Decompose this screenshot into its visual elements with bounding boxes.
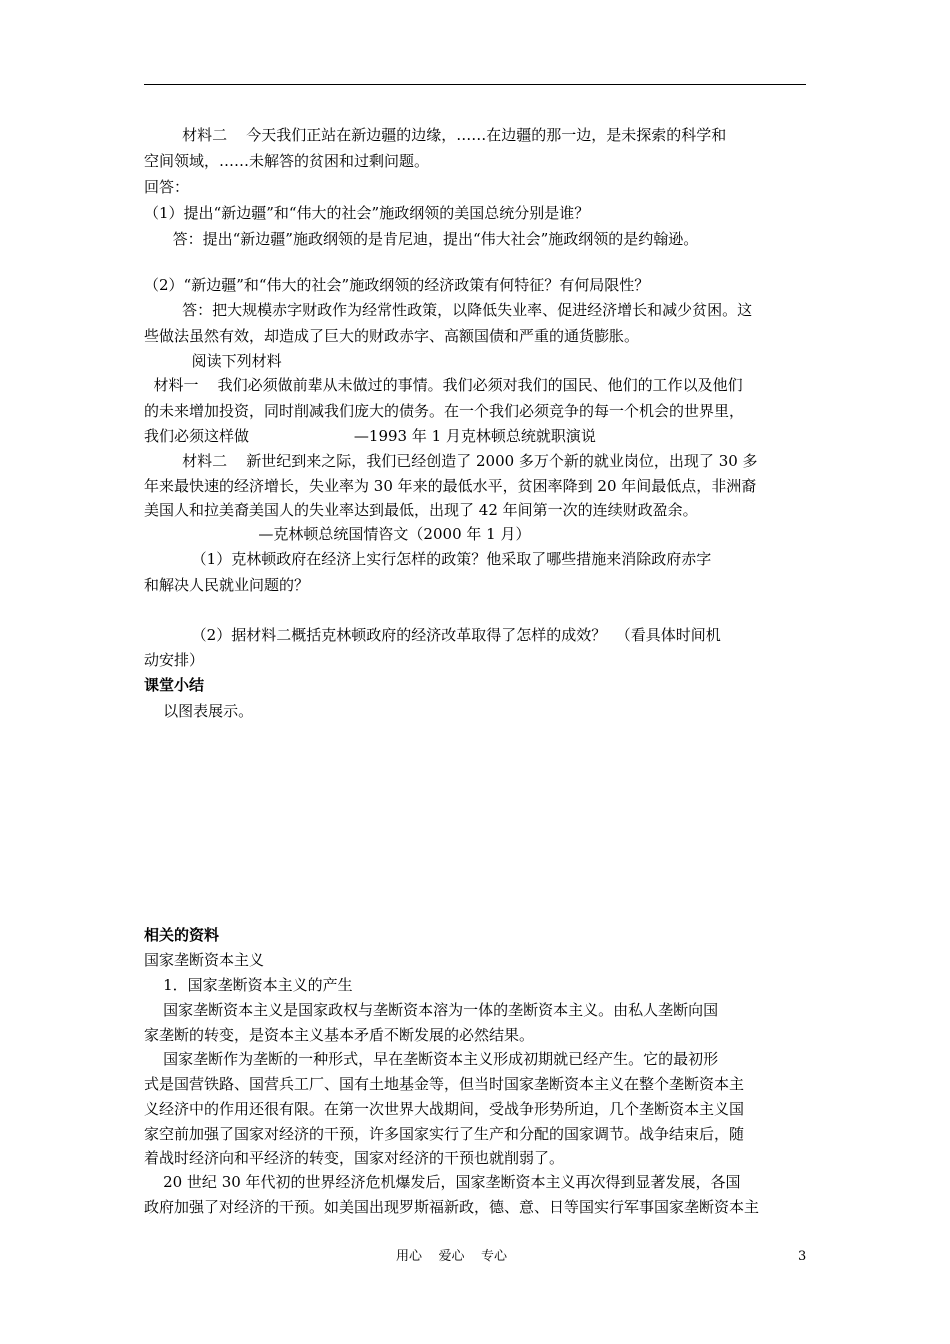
question-line: （1）提出“新边疆”和“伟大的社会”施政纲领的美国总统分别是谁？ (144, 204, 590, 222)
subheading: 1．国家垄断资本主义的产生 (144, 976, 353, 994)
paragraph-line: 家空前加强了国家对经济的干预，许多国家实行了生产和分配的国家调节。战争结束后，随 (144, 1125, 745, 1143)
material-line: 年来最快速的经济增长，失业率为 30 年来的最低水平，贫困率降到 20 年间最低点，非洲裔 (144, 477, 757, 495)
text-line: 以图表展示。 (144, 702, 254, 720)
answer-line: 些做法虽然有效，却造成了巨大的财政赤字、高额国债和严重的通货膨胀。 (144, 327, 640, 345)
answer-line: 答：提出“新边疆”施政纲领的是肯尼迪，提出“伟大社会”施政纲领的是约翰逊。 (144, 230, 699, 248)
text-line: 阅读下列材料 (144, 352, 282, 370)
paragraph-line: 政府加强了对经济的干预。如美国出现罗斯福新政，德、意、日等国实行军事国家垄断资本主 (144, 1198, 760, 1216)
text-line: 国家垄断资本主义 (144, 951, 265, 969)
page-number: 3 (798, 1249, 807, 1264)
answer-line: 答：把大规模赤字财政作为经常性政策，以降低失业率、促进经济增长和减少贫困。这 (144, 301, 753, 319)
text-line: 空间领域，……未解答的贫困和过剩问题。 (144, 152, 430, 170)
paragraph-line: 国家垄断作为垄断的一种形式，早在垄断资本主义形成初期就已经产生。它的最初形 (144, 1050, 719, 1068)
question-line: （1）克林顿政府在经济上实行怎样的政策？他采取了哪些措施来消除政府赤字 (144, 550, 712, 568)
header-rule (144, 84, 806, 85)
paragraph-line: 家垄断的转变，是资本主义基本矛盾不断发展的必然结果。 (144, 1026, 535, 1044)
paragraph-line: 20 世纪 30 年代初的世界经济危机爆发后，国家垄断资本主义再次得到显著发展，各国 (144, 1173, 741, 1191)
paragraph-line: 国家垄断资本主义是国家政权与垄断资本溶为一体的垄断资本主义。由私人垄断向国 (144, 1001, 719, 1019)
material-line: 的未来增加投资，同时削减我们庞大的债务。在一个我们必须竞争的每一个机会的世界里， (144, 402, 745, 420)
question-line: （2）据材料二概括克林顿政府的经济改革取得了怎样的成效？ （看具体时间机 (144, 626, 721, 644)
section-heading: 相关的资料 (144, 926, 220, 944)
paragraph-line: 着战时经济向和平经济的转变，国家对经济的干预也就削弱了。 (144, 1149, 565, 1167)
material-line: 我们必须这样做 —1993 年 1 月克林顿总统就职演说 (144, 427, 596, 445)
question-line: 和解决人民就业问题的？ (144, 576, 310, 594)
material-source: —克林顿总统国情咨文（2000 年 1 月） (144, 525, 531, 543)
section-heading: 课堂小结 (144, 676, 205, 694)
paragraph-line: 式是国营铁路、国营兵工厂、国有土地基金等，但当时国家垄断资本主义在整个垄断资本主 (144, 1075, 745, 1093)
material-line: 材料二 新世纪到来之际，我们已经创造了 2000 多万个新的就业岗位，出现了 30 多 (144, 452, 758, 470)
material-line: 美国人和拉美裔美国人的失业率达到最低，出现了 42 年间第一次的连续财政盈余。 (144, 501, 698, 519)
text-line: 回答： (144, 178, 190, 196)
text-line: 材料二 今天我们正站在新边疆的边缘，……在边疆的那一边，是未探索的科学和 (144, 126, 727, 144)
paragraph-line: 义经济中的作用还很有限。在第一次世界大战期间，受战争形势所迫，几个垄断资本主义国 (144, 1100, 745, 1118)
question-line: 动安排） (144, 651, 205, 669)
footer-slogan: 用心 爱心 专心 (396, 1249, 508, 1264)
material-line: 材料一 我们必须做前辈从未做过的事情。我们必须对我们的国民、他们的工作以及他们 (144, 376, 743, 394)
question-line: （2）“新边疆”和“伟大的社会”施政纲领的经济政策有何特征？有何局限性？ (144, 276, 650, 294)
